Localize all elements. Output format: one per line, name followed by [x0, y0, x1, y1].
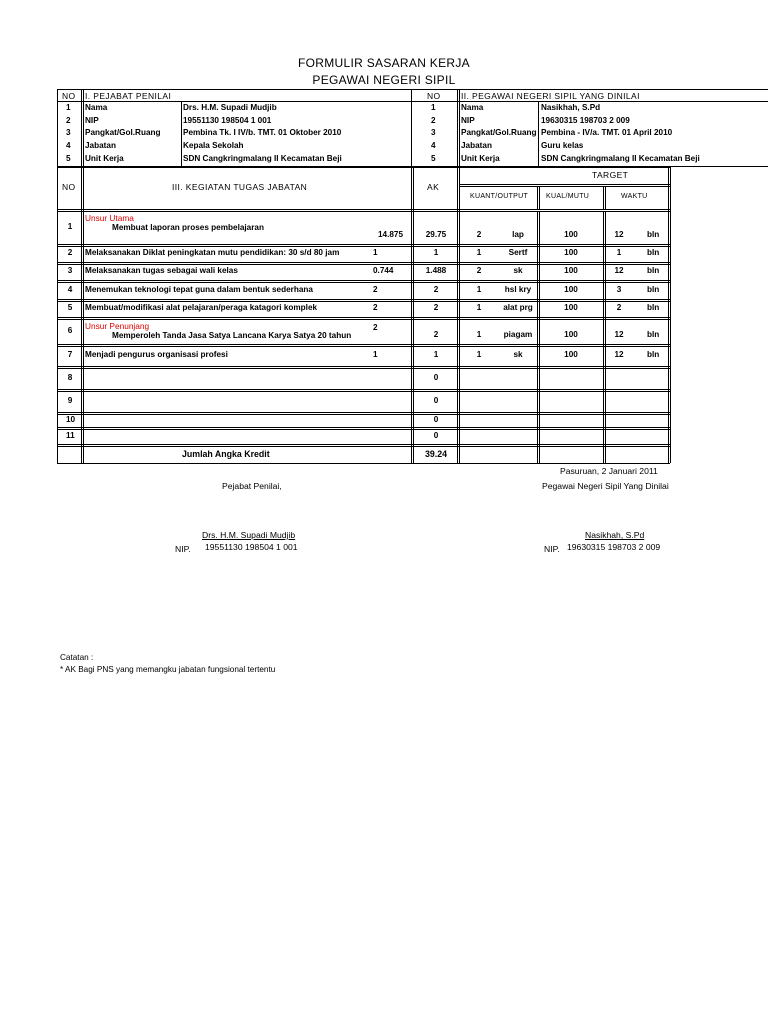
right-signer-role: Pegawai Negeri Sipil Yang Dinilai [542, 481, 669, 491]
row-kual: 100 [564, 303, 578, 312]
target-col-divider [539, 186, 540, 209]
target-waktu-header: WAKTU [621, 193, 648, 200]
row-category: Unsur Utama [85, 213, 134, 223]
section2-row-label: Pangkat/Gol.Ruang [461, 128, 537, 137]
right-signer-nip: 19630315 198703 2 009 [567, 542, 661, 552]
left-signer-name: Drs. H.M. Supadi Mudjib [202, 530, 296, 540]
section1-row-no: 4 [66, 141, 71, 150]
section1-row-label: Jabatan [85, 141, 116, 150]
table-row-border [57, 389, 670, 390]
target-kual-header: KUAL/MUTU [546, 193, 590, 200]
row-ak-unit: 1 [373, 248, 378, 257]
notes-line: * AK Bagi PNS yang memangku jabatan fungsional tertentu [60, 665, 276, 674]
table-target-header: TARGET [592, 170, 629, 180]
row-ak: 29.75 [425, 230, 447, 239]
row-ak: 1 [433, 350, 439, 359]
section2-row-value: Guru kelas [541, 141, 584, 150]
target-col-divider [537, 186, 538, 209]
row-ak-unit: 2 [373, 323, 378, 332]
row-ak: 2 [433, 330, 439, 339]
table-row-border [57, 262, 670, 263]
row-waktu: 3 [616, 284, 622, 294]
left-signer-role: Pejabat Penilai, [222, 481, 282, 491]
table-row-border [57, 463, 670, 464]
section1-row-no: 3 [66, 128, 71, 137]
identity-no-header-2: NO [427, 91, 441, 101]
place-date: Pasuruan, 2 Januari 2011 [560, 466, 658, 476]
table-col-divider [668, 167, 669, 463]
row-ak-unit: 2 [373, 284, 378, 294]
table-col-divider [411, 167, 412, 463]
table-col-divider [81, 167, 82, 463]
section1-row-label: Nama [85, 103, 108, 112]
target-header-border [459, 184, 670, 185]
table-row-border [57, 414, 670, 415]
section1-row-value: 19551130 198504 1 001 [183, 116, 272, 125]
row-kuant-unit: lap [512, 230, 524, 239]
table-row-border [57, 444, 670, 445]
row-kuant-unit: alat prg [503, 303, 533, 312]
identity-no-header: NO [62, 91, 76, 101]
table-row-border [57, 366, 670, 367]
identity-col-divider [457, 89, 458, 166]
row-kual: 100 [564, 350, 578, 359]
section2-row-no: 4 [431, 141, 436, 150]
table-row-border [57, 246, 670, 247]
identity-label-divider [538, 101, 539, 166]
table-row-no: 9 [67, 395, 73, 405]
table-row-no: 5 [67, 303, 73, 312]
row-ak-unit: 1 [373, 350, 378, 359]
table-ak-header: AK [427, 182, 440, 192]
row-waktu: 12 [614, 330, 624, 339]
row-category: Unsur Penunjang [85, 321, 150, 331]
section2-row-no: 3 [431, 128, 436, 137]
identity-col-divider [411, 89, 412, 166]
row-ak: 0 [433, 395, 439, 405]
row-waktu: 12 [614, 266, 624, 275]
row-waktu-unit: bln [647, 230, 660, 239]
row-waktu: 12 [614, 350, 624, 359]
row-kuant: 1 [476, 284, 482, 294]
table-row-no: 8 [67, 372, 73, 382]
identity-col-divider [83, 89, 84, 166]
section2-row-label: Jabatan [461, 141, 492, 150]
row-activity: Membuat/modifikasi alat pelajaran/peraga katagori komplek [85, 303, 318, 312]
section1-row-value: Kepala Sekolah [183, 141, 244, 150]
section1-row-label: NIP [85, 116, 99, 125]
section2-row-no: 5 [431, 154, 436, 163]
table-row-border [57, 244, 670, 245]
section1-row-value: SDN Cangkringmalang II Kecamatan Beji [183, 154, 342, 163]
row-ak: 1.488 [425, 266, 447, 275]
section2-heading: II. PEGAWAI NEGERI SIPIL YANG DINILAI [461, 91, 640, 101]
table-row-border [57, 299, 670, 300]
identity-col-divider [57, 89, 58, 166]
row-kuant: 1 [476, 248, 482, 257]
table-activity-header: III. KEGIATAN TUGAS JABATAN [172, 182, 308, 192]
section1-row-no: 5 [66, 154, 71, 163]
left-nip-label: NIP. [175, 544, 191, 554]
row-activity: Melaksanakan Diklat peningkatan mutu pendidikan: 30 s/d 80 jam [85, 248, 340, 257]
row-activity: Menemukan teknologi tepat guna dalam bentuk sederhana [85, 284, 313, 294]
row-kuant: 2 [476, 266, 482, 275]
table-row-no: 2 [67, 248, 73, 257]
table-row-border [57, 391, 670, 392]
section1-row-label: Unit Kerja [85, 154, 124, 163]
section1-row-no: 1 [66, 103, 71, 112]
row-kual: 100 [564, 248, 578, 257]
table-row-border [57, 211, 670, 212]
section2-row-value: Nasikhah, S.Pd [541, 103, 601, 112]
table-row-border [57, 209, 670, 210]
row-kuant: 1 [476, 350, 482, 359]
row-kuant-unit: sk [513, 266, 523, 275]
notes-heading: Catatan : [60, 653, 94, 662]
total-value: 39.24 [424, 449, 447, 459]
section1-row-value: Drs. H.M. Supadi Mudjib [183, 103, 277, 112]
row-waktu: 12 [614, 230, 624, 239]
table-row-no: 4 [67, 284, 73, 294]
row-kuant: 2 [476, 230, 482, 239]
section2-row-label: NIP [461, 116, 475, 125]
row-activity: Memperoleh Tanda Jasa Satya Lancana Karya Satya 20 tahun [112, 331, 352, 340]
row-kual: 100 [564, 284, 578, 294]
section1-heading: I. PEJABAT PENILAI [85, 91, 172, 101]
table-col-divider [457, 167, 458, 463]
table-row-border [57, 301, 670, 302]
table-row-no: 11 [66, 430, 75, 440]
identity-col-divider [81, 89, 82, 166]
row-ak-unit: 0.744 [373, 266, 394, 275]
table-row-border [57, 280, 670, 281]
row-kual: 100 [564, 230, 578, 239]
table-col-divider [459, 167, 460, 463]
table-row-border [57, 368, 670, 369]
table-row-no: 3 [67, 266, 73, 275]
table-col-divider [413, 167, 414, 463]
section2-row-label: Nama [461, 103, 484, 112]
section2-row-value: Pembina - IV/a. TMT. 01 April 2010 [541, 128, 673, 137]
row-kuant-unit: Sertf [508, 248, 528, 257]
section2-row-label: Unit Kerja [461, 154, 500, 163]
row-kuant: 1 [476, 330, 482, 339]
row-kual: 100 [564, 266, 578, 275]
table-row-no: 1 [67, 221, 73, 231]
row-ak: 2 [433, 284, 439, 294]
row-kual: 100 [564, 330, 578, 339]
row-activity: Menjadi pengurus organisasi profesi [85, 350, 228, 359]
table-col-divider [83, 167, 84, 463]
row-kuant-unit: piagam [503, 330, 533, 339]
row-waktu-unit: bln [647, 303, 660, 312]
section1-row-label: Pangkat/Gol.Ruang [85, 128, 161, 137]
form-subtitle: PEGAWAI NEGERI SIPIL [312, 73, 456, 87]
row-kuant-unit: sk [513, 350, 523, 359]
row-activity: Membuat laporan proses pembelajaran [112, 223, 264, 232]
table-row-border [57, 412, 670, 413]
row-waktu-unit: bln [647, 350, 660, 359]
table-col-divider [57, 167, 58, 463]
row-activity: Melaksanakan tugas sebagai wali kelas [85, 266, 238, 275]
target-col-divider [603, 186, 604, 209]
table-row-border [57, 429, 670, 430]
table-row-border [57, 167, 670, 168]
section2-row-value: SDN Cangkringmalang II Kecamatan Beji [541, 154, 700, 163]
table-row-border [57, 317, 670, 318]
table-no-header: NO [62, 182, 76, 192]
section2-row-value: 19630315 198703 2 009 [541, 116, 630, 125]
right-nip-label: NIP. [544, 544, 560, 554]
section2-row-no: 1 [431, 103, 436, 112]
identity-label-divider [181, 101, 182, 166]
target-col-divider [605, 186, 606, 209]
table-row-no: 7 [67, 350, 73, 359]
row-waktu-unit: bln [647, 330, 660, 339]
target-col-divider [539, 211, 540, 463]
identity-top-border [57, 89, 768, 90]
row-kuant: 1 [476, 303, 482, 312]
row-ak: 0 [433, 414, 439, 424]
table-row-border [57, 319, 670, 320]
identity-col-divider [459, 89, 460, 166]
left-signer-nip: 19551130 198504 1 001 [205, 542, 298, 552]
row-waktu-unit: bln [647, 248, 660, 257]
table-row-border [57, 346, 670, 347]
table-row-border [57, 446, 670, 447]
section1-row-no: 2 [66, 116, 71, 125]
table-row-border [57, 264, 670, 265]
row-waktu: 1 [616, 248, 622, 257]
table-col-divider [670, 167, 671, 463]
target-kuant-header: KUANT/OUTPUT [470, 193, 529, 200]
row-ak: 2 [433, 303, 439, 312]
identity-header-border [57, 101, 768, 102]
section1-row-value: Pembina Tk. I IV/b. TMT. 01 Oktober 2010 [183, 128, 342, 137]
target-col-divider [605, 211, 606, 463]
row-waktu-unit: bln [647, 284, 660, 294]
row-ak: 0 [433, 430, 439, 440]
table-row-no: 6 [67, 325, 73, 335]
total-label: Jumlah Angka Kredit [182, 449, 270, 459]
right-signer-name: Nasikhah, S.Pd [585, 530, 645, 540]
table-row-border [57, 282, 670, 283]
row-ak-unit: 14.875 [378, 230, 404, 239]
section2-row-no: 2 [431, 116, 436, 125]
table-row-no: 10 [66, 414, 76, 424]
table-row-border [57, 427, 670, 428]
form-title: FORMULIR SASARAN KERJA [298, 56, 470, 70]
row-waktu: 2 [616, 303, 622, 312]
target-header-border [459, 186, 670, 187]
row-waktu-unit: bln [647, 266, 660, 275]
table-row-border [57, 344, 670, 345]
row-ak-unit: 2 [373, 303, 378, 312]
row-kuant-unit: hsl kry [504, 284, 532, 294]
target-col-divider [603, 211, 604, 463]
row-ak: 1 [433, 248, 439, 257]
row-ak: 0 [433, 372, 439, 382]
